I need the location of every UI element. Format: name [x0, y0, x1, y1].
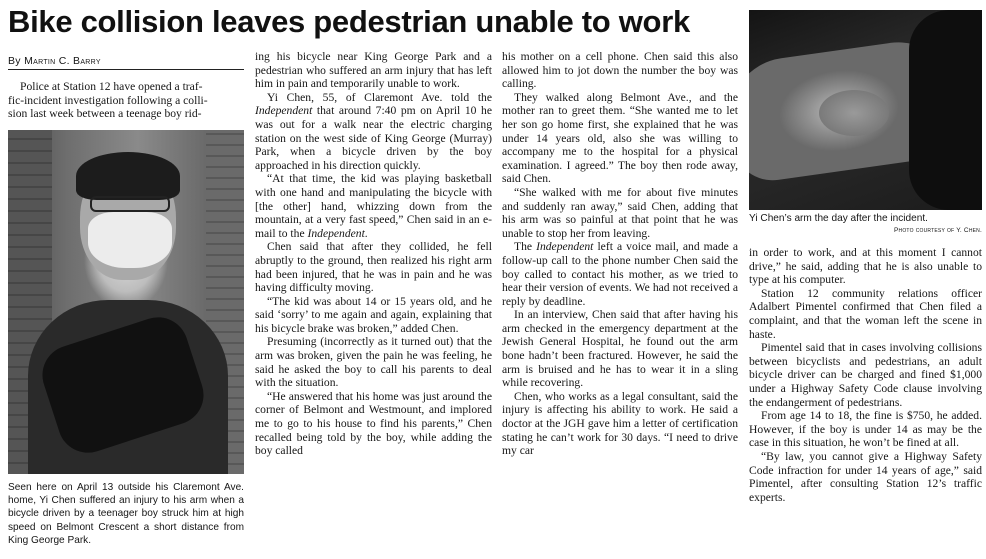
paragraph [502, 91, 738, 186]
photo-caption-2: Yi Chen’s arm the day after the incident. [749, 213, 928, 224]
publication-name: Independent [255, 104, 313, 118]
paragraph-text: They walked along Belmont Ave., and the mother ran to greet them. “She wanted me to let her son go home first, she explained that he was under 14 years old, also she was willing to accompany me to the hospital for a physical examination. I agreed.” The boy then rode away, said Chen. [502, 90, 738, 186]
paragraph [502, 390, 738, 458]
paragraph [502, 240, 738, 308]
paragraph-text: “By law, you cannot give a Highway Safety Code infraction for under 14 years of age,” said Pimentel, after consulting Station 12’s traffic experts. [749, 449, 982, 504]
photo-caption: Seen here on April 13 outside his Claremont Ave. home, Yi Chen suffered an injury to his arm when a bicycle driven by a teenager boy struck him at high speed on Belmont Crescent a short distance from King George Park. [8, 482, 244, 546]
paragraph-text: “The kid was about 14 or 15 years old, and he said ‘sorry’ to me again and again, explaining that his bicycle brake was broken,” added Chen. [255, 294, 492, 335]
photo-credit: Photo courtesy of Y. Chen. [894, 227, 982, 234]
headline: Bike collision leaves pedestrian unable to work [8, 4, 690, 39]
paragraph-text: in order to work, and at this moment I cannot drive,” he said, adding that he is also unable to type at his computer. [749, 246, 982, 287]
paragraph [255, 240, 492, 294]
paragraph [255, 91, 492, 173]
paragraph [749, 450, 982, 504]
column-3 [502, 50, 738, 458]
paragraph-text: Pimentel said that in cases involving collisions between bicyclists and pedestrians, an adult bicycle driver can be charged and fined $1,000 under a Highway Safety Code clause involving the endangerment of pedestrians. [749, 341, 982, 409]
face-mask [88, 212, 172, 268]
paragraph-text: ing his bicycle near King George Park and a pedestrian who suffered an arm injury that has left him in pain and temporarily unable to work. [255, 50, 492, 91]
paragraph [502, 308, 738, 390]
paragraph [502, 50, 738, 91]
column-2 [255, 50, 492, 458]
paragraph-text: Chen, who works as a legal consultant, said the injury is affecting his ability to work. He said a doctor at the JGH gave him a letter of certification stating he can’t work for 30 days. “I need to drive my car [502, 389, 738, 458]
paragraph-text: Yi Chen, 55, of Claremont Ave. told the [267, 90, 492, 104]
column-1-text [8, 80, 244, 121]
photo-bruised-arm [749, 10, 982, 210]
byline-author: Martin C. Barry [24, 55, 101, 67]
paragraph [255, 390, 492, 458]
byline-prefix: By [8, 55, 21, 67]
paragraph [255, 50, 492, 91]
paragraph-text: left a voice mail, and made a follow-up call to the phone number Chen said the boy called to contact his mother, as we tried to hear their version of events. We had not received a reply by deadline. [502, 240, 738, 308]
paragraph-text: his mother on a cell phone. Chen said this also allowed him to jot down the number the boy was calling. [502, 50, 738, 91]
paragraph-text: “At that time, the kid was playing basketball with one hand and manipulating the bicycle with [the other] hand, whizzing down from the mountain, at a very fast speed,” Chen said in an e-mail to the [255, 172, 492, 240]
paragraph-text: “She walked with me for about five minutes and suddenly ran away,” said Chen, adding that his arm was so painful at that point that he was unable to stop her from leaving. [502, 185, 738, 240]
body-line: Police at Station 12 have opened a traf- [20, 80, 203, 93]
paragraph-text: From age 14 to 18, the fine is $750, he added. However, if the boy is under 14 as may be the case in this situation, he won’t be fined at all. [749, 409, 982, 450]
photo-yi-chen-sling [8, 130, 244, 474]
publication-name: Independent [536, 240, 594, 254]
paragraph-text: The [514, 240, 537, 254]
column-4 [749, 246, 982, 504]
publication-name: Independent [307, 226, 365, 240]
paragraph [255, 295, 492, 336]
paragraph-text: Presuming (incorrectly as it turned out) that the arm was broken, given the pain he was feeling, he said he asked the boy to call his parents to deal with the situation. [255, 335, 492, 390]
paragraph [749, 409, 982, 450]
paragraph-text: In an interview, Chen said that after having his arm checked in the emergency department at the Jewish General Hospital, he found out the arm bone hadn’t been fractured. However, he said the arm is bruised and he has to wear it in a sling while recovering. [502, 308, 738, 390]
paragraph [749, 287, 982, 341]
paragraph-text: Station 12 community relations officer Adalbert Pimentel confirmed that Chen filed a complaint, and that the woman left the scene in haste. [749, 286, 982, 341]
paragraph [255, 335, 492, 389]
paragraph-text: “He answered that his home was just around the corner of Belmont and Westmount, and implored me to go to his house to find his parents,” Chen recalled being told by the boy, while adding the boy called [255, 389, 492, 458]
paragraph-text: Chen said that after they collided, he fell abruptly to the ground, then realized his right arm had been injured, that he was in pain and he was having difficulty moving. [255, 240, 492, 295]
person-hair [76, 152, 180, 200]
paragraph-text: that around 7:40 pm on April 10 he was out for a walk near the electric charging station on the west side of King George (Murray) Park, when a bicycle driven by the boy approached in his direction quickly. [255, 104, 492, 172]
body-line: fic-incident investigation following a colli- [8, 93, 208, 107]
paragraph [255, 172, 492, 240]
eyeglasses [90, 196, 170, 212]
body-line: sion last week between a teenage boy rid- [8, 107, 202, 121]
byline [8, 55, 244, 70]
paragraph [749, 246, 982, 287]
paragraph [502, 186, 738, 240]
paragraph-text: . [364, 226, 368, 240]
shirt-sleeve [909, 10, 982, 210]
bruise [819, 90, 889, 136]
paragraph [749, 341, 982, 409]
